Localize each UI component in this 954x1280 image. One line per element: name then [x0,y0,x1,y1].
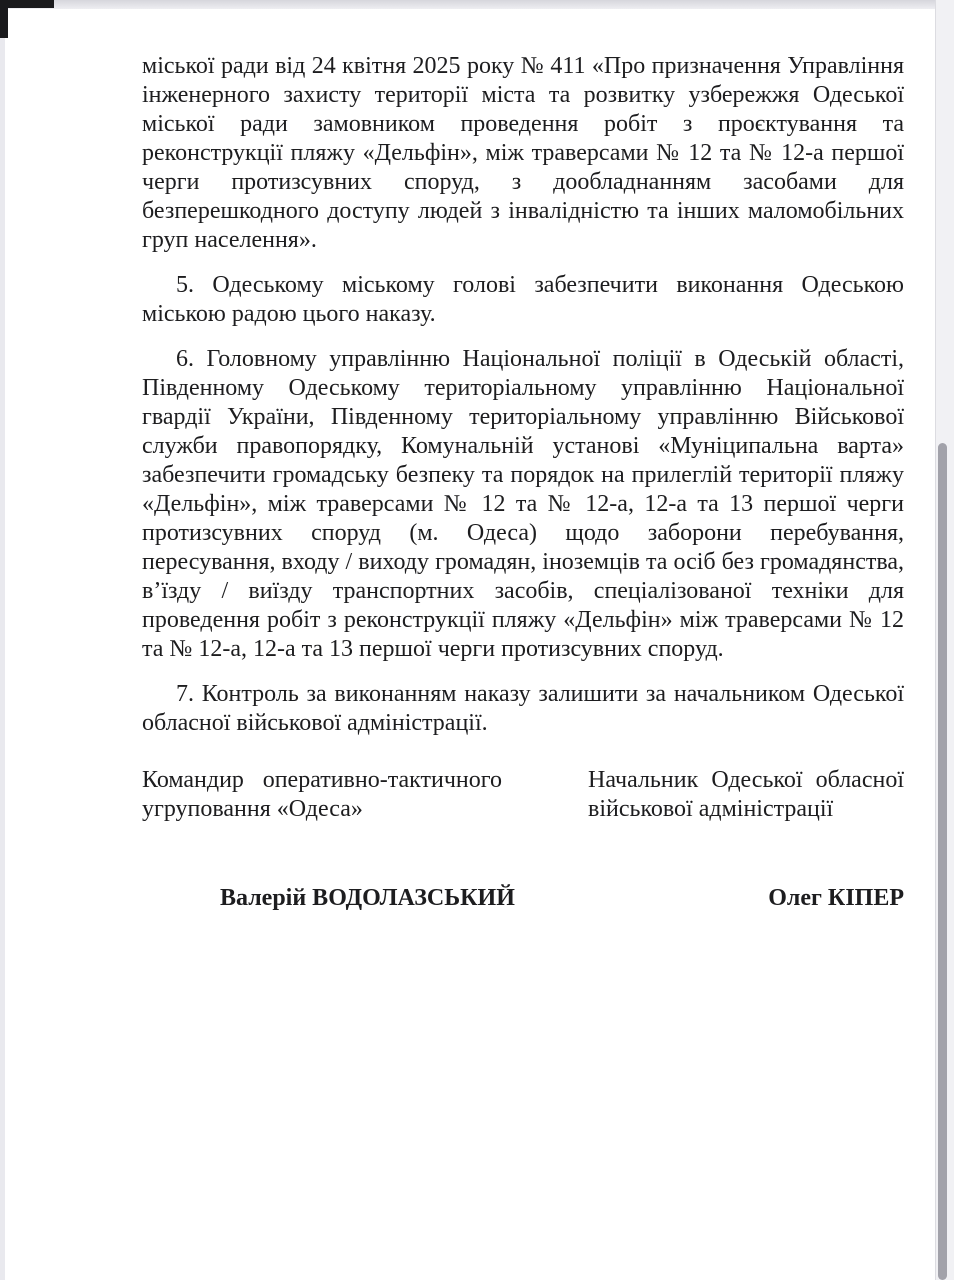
photo-corner-mark-horizontal [0,0,54,8]
signatory-left-title: Командир оперативно-тактичного угруповання «Одеса» [142,767,502,822]
signatory-right-name: Олег КІПЕР [768,885,904,911]
scrollbar-track[interactable] [935,0,954,1280]
window-left-border [0,9,5,1280]
scrollbar-thumb[interactable] [938,443,947,1280]
signatory-right-title: Начальник Одеської обласної військової адміністрації [588,767,904,822]
window-top-border [0,0,954,9]
paragraph-item-6: 6. Головному управлінню Національної поліції в Одеській області, Південному Одеському територіальному управлінню Національної гвардії України, Південному територіальному управлінню Військової служби правопорядку, Комунальній установі «Муніципальна варта» забезпечити громадську безпеку та порядок на прилеглій території пляжу «Дельфін», між траверсами № 12 та № 12-а, 12-а та 13 першої черги протизсувних споруд (м. Одеса) щодо заборони перебування, пересування, входу / виходу громадян, іноземців та осіб без громадянства, в’їзду / виїзду транспортних засобів, спеціалізованої техніки для проведення робіт з реконструкції пляжу «Дельфін» між траверсами № 12 та № 12-а, 12-а та 13 першої черги протизсувних споруд. [142,346,904,662]
signature-titles-row [142,766,904,824]
document-page [142,52,904,913]
photo-corner-mark-vertical [0,0,8,38]
paragraph-item-7: 7. Контроль за виконанням наказу залишити за начальником Одеської обласної військової адміністрації. [142,681,904,736]
signature-names-row [142,884,904,913]
signatory-left-name: Валерій ВОДОЛАЗСЬКИЙ [220,885,515,911]
paragraph-continued: міської ради від 24 квітня 2025 року № 411 «Про призначення Управління інженерного захисту території міста та розвитку узбережжя Одеської міської ради замовником проведення робіт з проєктування та реконструкції пляжу «Дельфін», між траверсами № 12 та № 12-а першої черги протизсувних споруд, з дообладнанням засобами для безперешкодного доступу людей з інвалідністю та інших маломобільних груп населення». [142,53,904,253]
paragraph-item-5: 5. Одеському міському голові забезпечити виконання Одеською міською радою цього наказу. [142,272,904,327]
